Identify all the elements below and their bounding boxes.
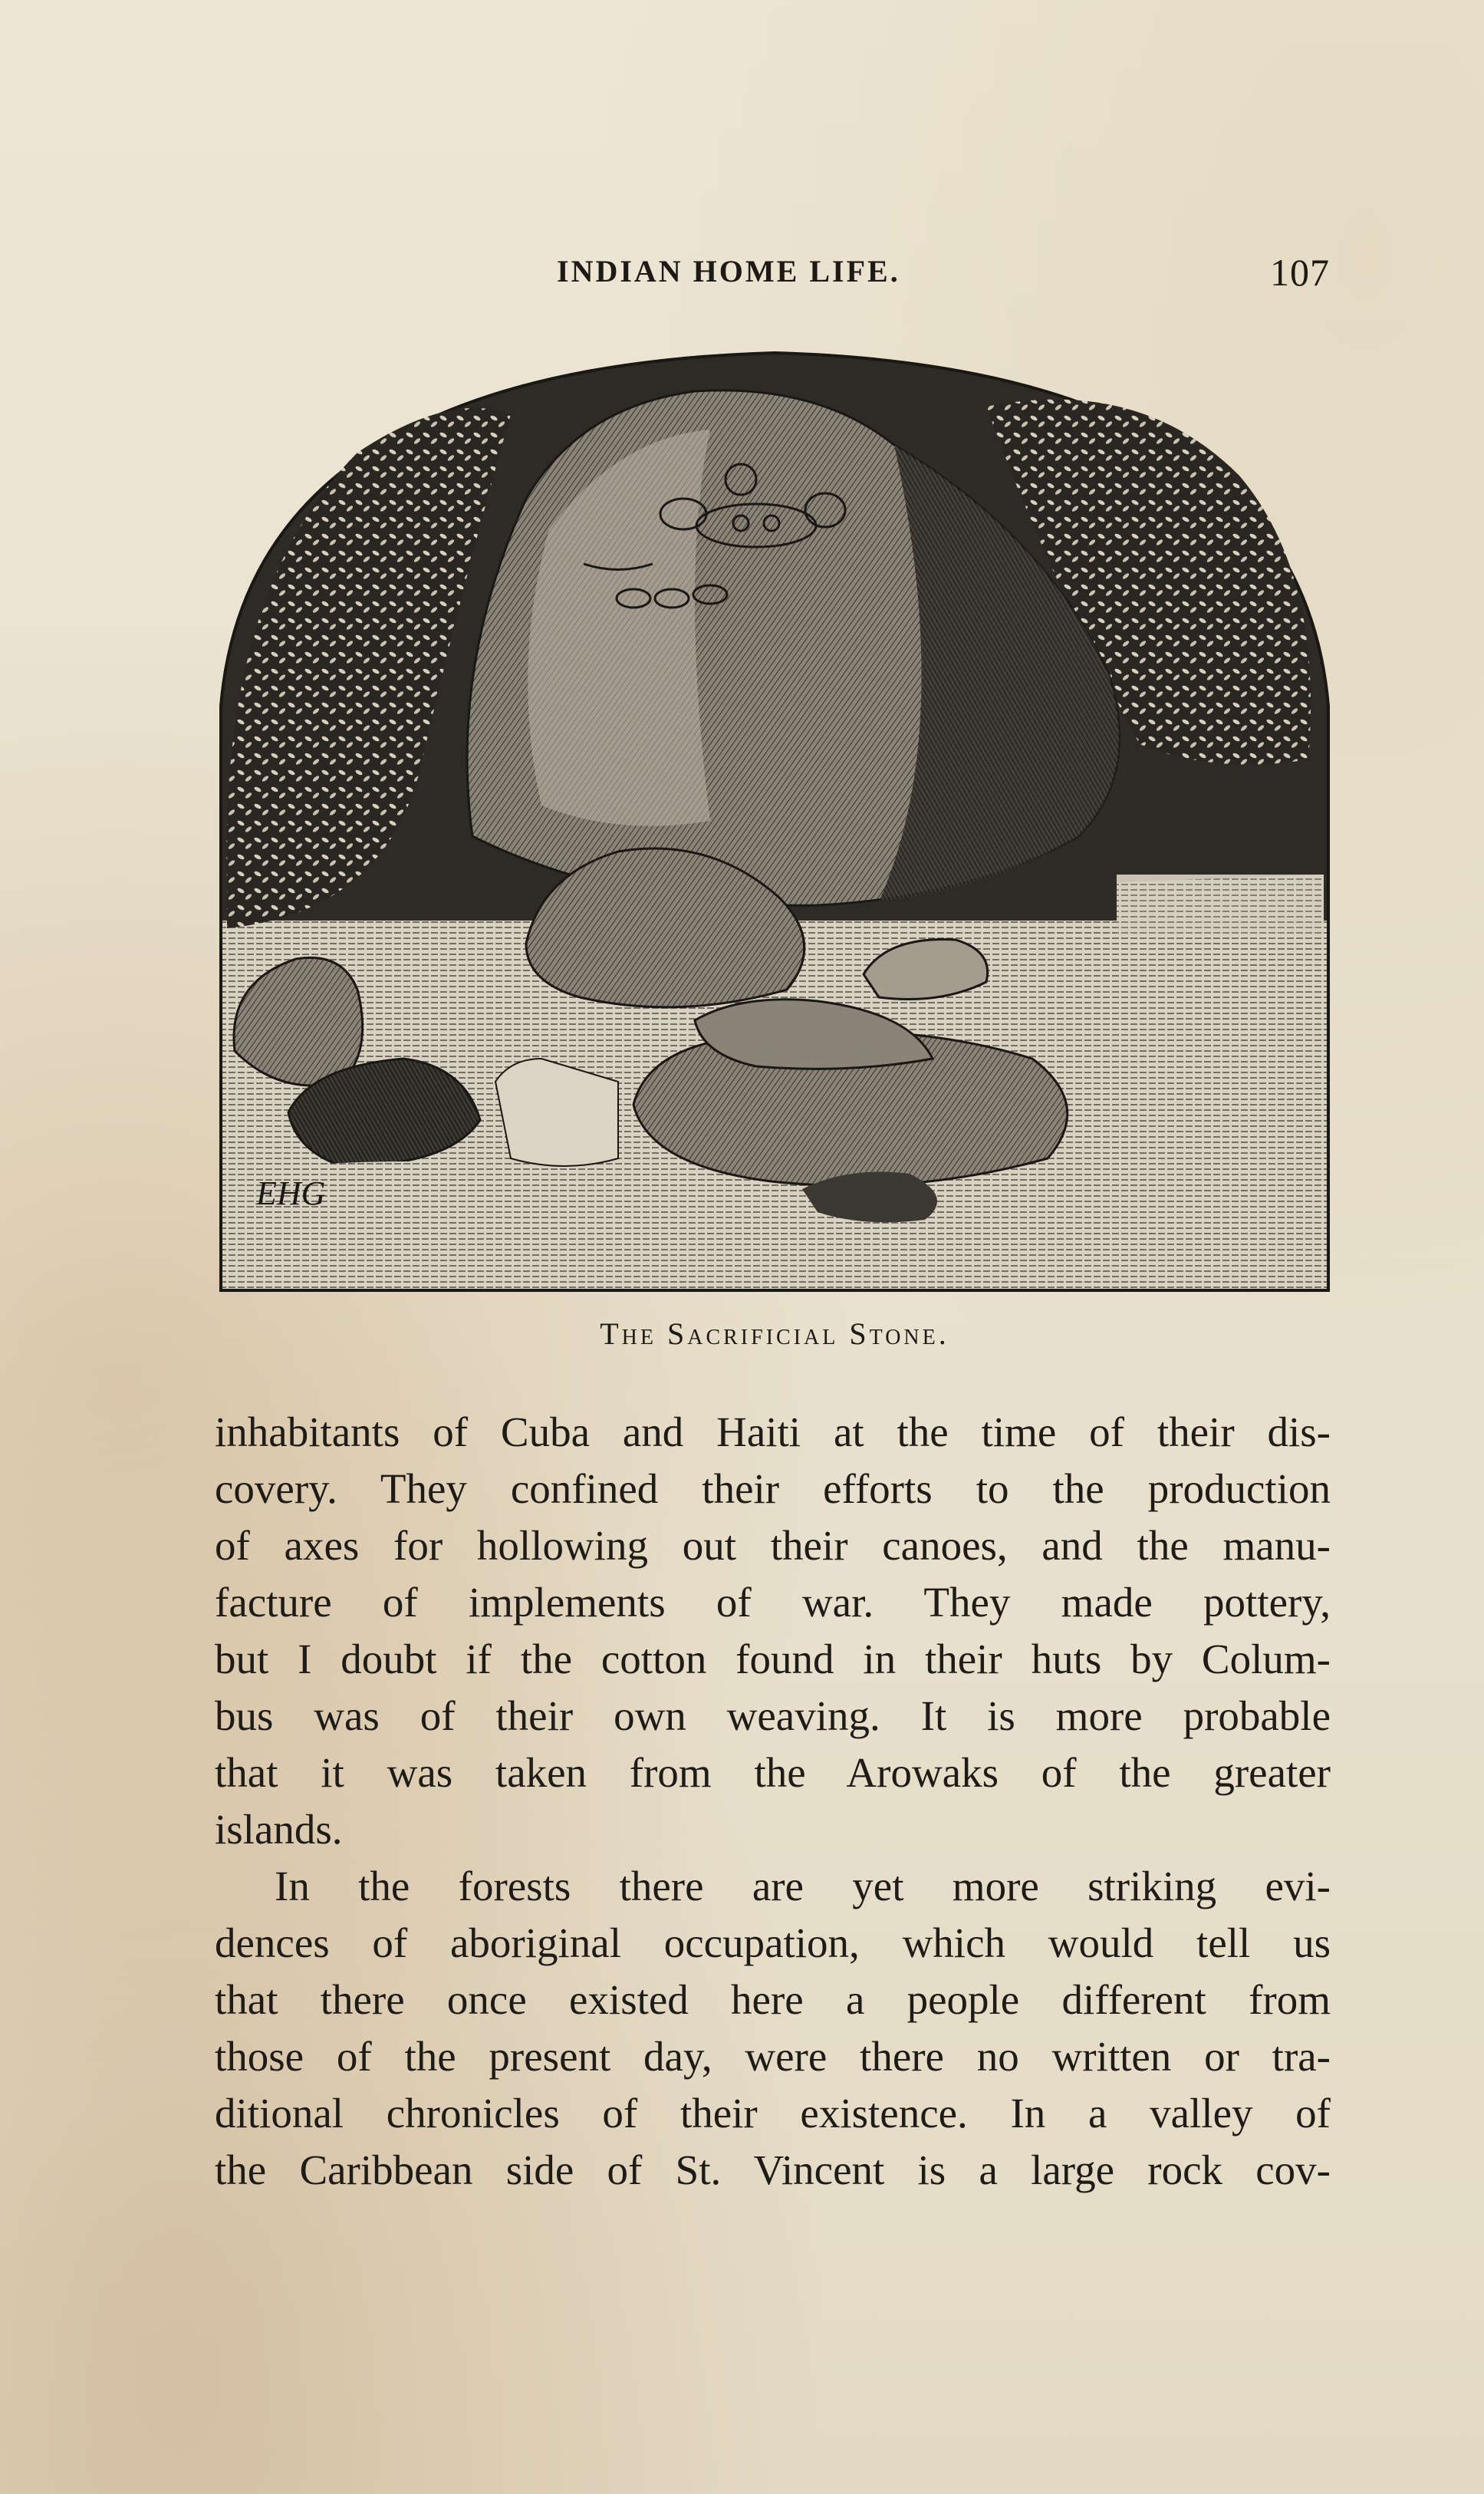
text-line: that there once existed here a people different from <box>215 1976 1331 2023</box>
engraving-illustration <box>219 345 1330 1296</box>
engraving-sacrificial-stone <box>219 345 1330 1296</box>
text-line: those of the present day, were there no written or tra- <box>215 2033 1331 2080</box>
text-line: bus was of their own weaving. It is more probable <box>215 1692 1331 1739</box>
text-line: facture of implements of war. They made pottery, <box>215 1579 1331 1626</box>
figure-caption: The Sacrificial Stone. <box>600 1316 949 1351</box>
body-text <box>215 1404 1331 2199</box>
text-line: the Caribbean side of St. Vincent is a large rock cov- <box>215 2146 1331 2193</box>
engraver-signature: EHG <box>256 1175 326 1212</box>
text-line: dences of aboriginal occupation, which would tell us <box>215 1919 1331 1966</box>
running-head <box>219 253 1330 299</box>
running-title: INDIAN HOME LIFE. <box>557 254 900 288</box>
text-line: ditional chronicles of their existence. In a valley of <box>215 2090 1331 2137</box>
text-line: covery. They confined their efforts to the production <box>215 1465 1331 1512</box>
text-line: islands. <box>215 1806 343 1853</box>
text-line: but I doubt if the cotton found in their huts by Colum- <box>215 1636 1331 1682</box>
text-line: of axes for hollowing out their canoes, and the manu- <box>215 1522 1331 1569</box>
paragraph-first-line: In the forests there are yet more striking evi- <box>275 1863 1331 1909</box>
text-line: that it was taken from the Arowaks of the greater <box>215 1749 1331 1796</box>
text-line: inhabitants of Cuba and Haiti at the time of their dis- <box>215 1408 1331 1455</box>
page-number: 107 <box>1270 251 1330 294</box>
